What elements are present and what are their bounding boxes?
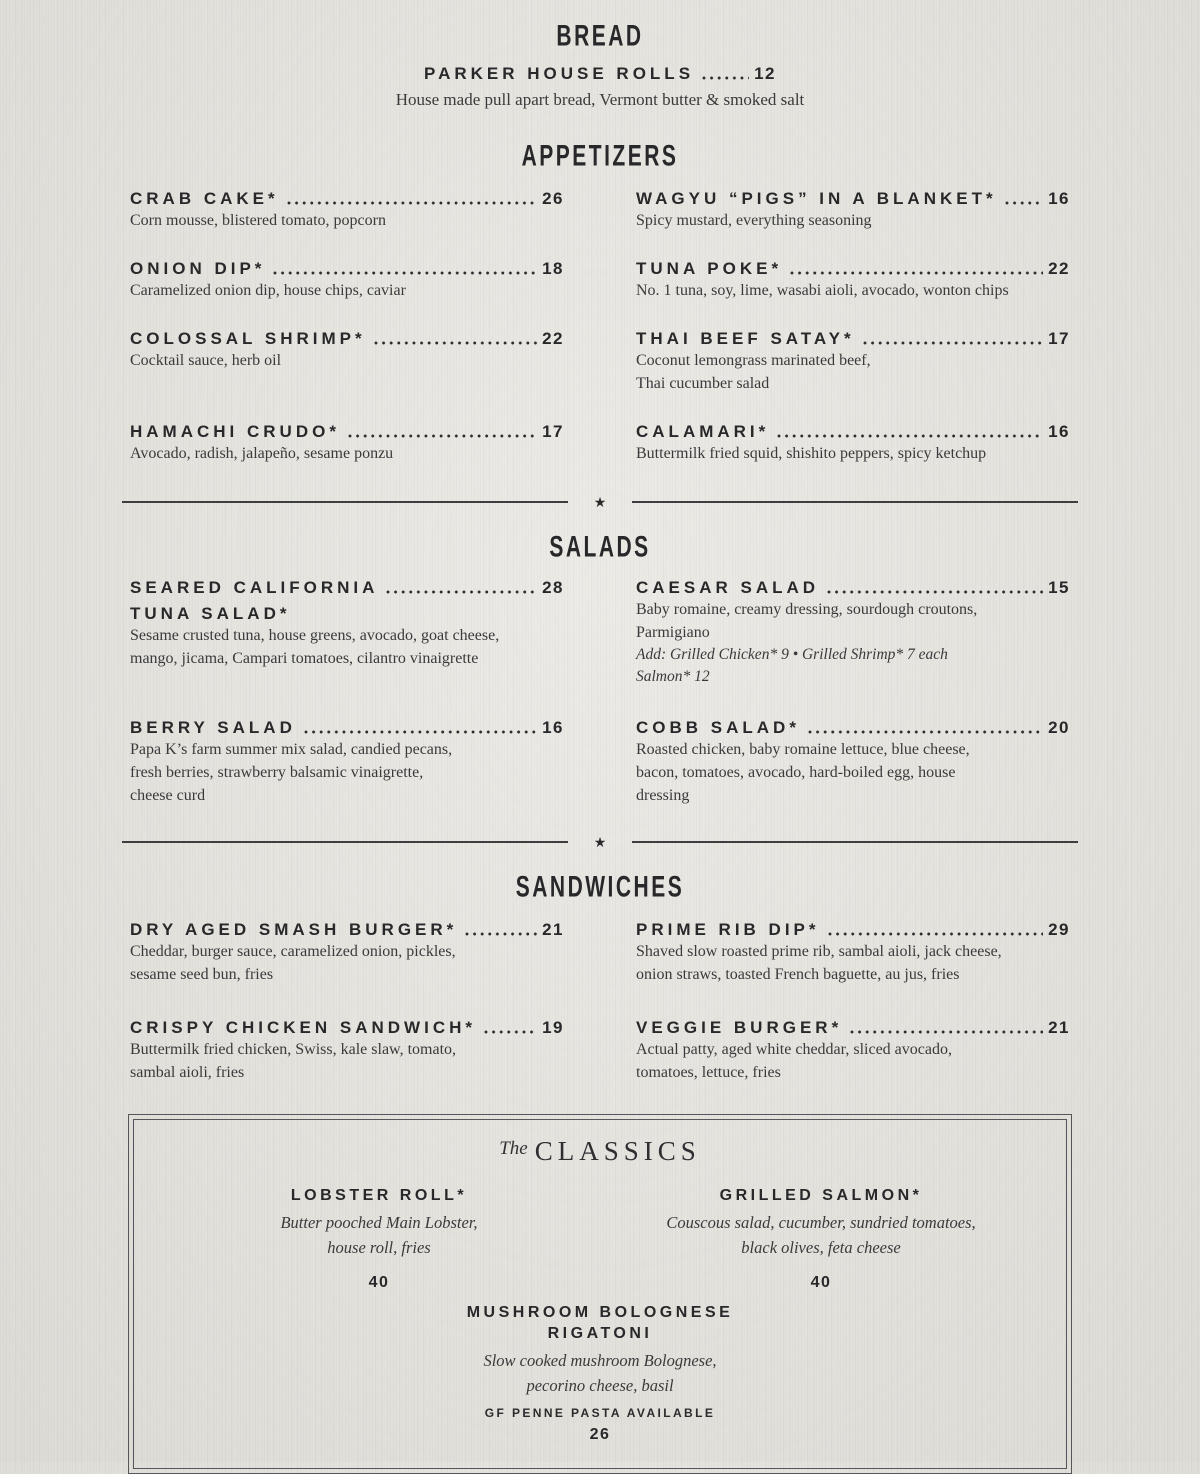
item-description: Avocado, radish, jalapeño, sesame ponzu: [130, 445, 394, 462]
menu-item-wagyu-pigs-in-a-blanket: [636, 189, 1070, 232]
item-description: mango, jicama, Campari tomatoes, cilantro vinaigrette: [130, 650, 479, 667]
item-description: Baby romaine, creamy dressing, sourdough croutons,: [636, 601, 978, 618]
item-description: Roasted chicken, baby romaine lettuce, blue cheese,: [636, 741, 970, 758]
item-title-row: [130, 1018, 564, 1038]
item-description: Thai cucumber salad: [636, 375, 770, 392]
menu-item-caesar-salad: [636, 578, 1070, 688]
item-name: LOBSTER ROLL*: [290, 1187, 468, 1204]
item-price: 15: [1048, 578, 1070, 597]
item-name: CAESAR SALAD: [636, 578, 820, 597]
sandwiches-grid: [130, 920, 1070, 1084]
item-price: 26: [589, 1426, 611, 1443]
item-description: pecorino cheese, basil: [526, 1376, 674, 1395]
menu-item-lobster-roll: [158, 1185, 600, 1292]
menu-item-berry-salad: [130, 718, 564, 807]
star-icon: ★: [593, 494, 607, 510]
item-name: DRY AGED SMASH BURGER*: [130, 920, 458, 939]
section-divider: [122, 495, 1078, 509]
dot-leader: [849, 1029, 1043, 1035]
item-description: Spicy mustard, everything seasoning: [636, 212, 872, 229]
item-price: 22: [542, 329, 564, 348]
menu-item-grilled-salmon: [600, 1185, 1042, 1292]
item-addon: Salmon* 12: [636, 668, 710, 685]
item-name: MUSHROOM BOLOGNESE: [466, 1304, 734, 1321]
item-name: COLOSSAL SHRIMP*: [130, 329, 366, 348]
item-description: dressing: [636, 787, 690, 804]
item-description: Butter pooched Main Lobster,: [280, 1213, 478, 1232]
item-name: COBB SALAD*: [636, 718, 800, 737]
dot-leader: [464, 931, 537, 937]
menu-item-crab-cake: [130, 189, 564, 232]
item-description: Coconut lemongrass marinated beef,: [636, 352, 871, 369]
item-name: BERRY SALAD: [130, 718, 296, 737]
item-description: Cheddar, burger sauce, caramelized onion, pickles,: [130, 943, 456, 960]
item-price: 12: [754, 64, 776, 83]
item-name: PRIME RIB DIP*: [636, 920, 820, 939]
salads-grid: [130, 578, 1070, 807]
item-title-row: [130, 422, 564, 442]
item-description: Caramelized onion dip, house chips, caviar: [130, 282, 406, 299]
classics-heading-the: The: [499, 1138, 528, 1159]
item-title-row: [636, 329, 1070, 349]
item-description: Shaved slow roasted prime rib, sambal aioli, jack cheese,: [636, 943, 1002, 960]
divider-line: [632, 501, 1078, 503]
item-description: cheese curd: [130, 787, 206, 804]
item-price: 19: [542, 1018, 564, 1037]
classics-box-inner: [133, 1119, 1067, 1469]
classics-box: [128, 1114, 1072, 1474]
divider-line: [122, 501, 568, 503]
divider-line: [122, 841, 568, 843]
menu-item-calamari: [636, 422, 1070, 465]
item-price: 21: [1048, 1018, 1070, 1037]
menu-item-seared-california-tuna-salad: [130, 578, 564, 688]
section-heading-bread: BREAD: [556, 20, 644, 53]
star-icon: ★: [593, 834, 607, 850]
item-price: 16: [1048, 189, 1070, 208]
section-heading-sandwiches: SANDWICHES: [515, 871, 685, 904]
item-title-row: [636, 718, 1070, 738]
classics-grid: [158, 1185, 1042, 1292]
item-title-row: [130, 578, 564, 598]
item-description: No. 1 tuna, soy, lime, wasabi aioli, avocado, wonton chips: [636, 282, 1009, 299]
menu-item-cobb-salad: [636, 718, 1070, 807]
item-price: 17: [1048, 329, 1070, 348]
item-name: HAMACHI CRUDO*: [130, 422, 340, 441]
dot-leader: [776, 433, 1043, 439]
dot-leader: [826, 589, 1043, 595]
menu-item-dry-aged-smash-burger: [130, 920, 564, 986]
item-description: Actual patty, aged white cheddar, sliced avocado,: [636, 1041, 952, 1058]
item-description: sesame seed bun, fries: [130, 966, 274, 983]
item-description: black olives, feta cheese: [741, 1238, 901, 1257]
menu-item-prime-rib-dip: [636, 920, 1070, 986]
dot-leader: [789, 270, 1043, 276]
item-price: 29: [1048, 920, 1070, 939]
item-name: SEARED CALIFORNIA: [130, 578, 379, 597]
item-description: fresh berries, strawberry balsamic vinaigrette,: [130, 764, 424, 781]
dot-leader: [272, 270, 537, 276]
item-name: ONION DIP*: [130, 259, 266, 278]
item-description: tomatoes, lettuce, fries: [636, 1064, 781, 1081]
item-description: Parmigiano: [636, 624, 710, 641]
item-description: Couscous salad, cucumber, sundried tomatoes,: [666, 1213, 976, 1232]
item-name-line2: RIGATONI: [547, 1325, 653, 1342]
item-title-row: [130, 329, 564, 349]
item-description: Cocktail sauce, herb oil: [130, 352, 282, 369]
dot-leader: [303, 729, 537, 735]
item-addon: Add: Grilled Chicken* 9 • Grilled Shrimp* 7 each: [636, 646, 948, 663]
section-heading-appetizers: APPETIZERS: [521, 140, 679, 173]
menu-item-tuna-poke: [636, 259, 1070, 302]
item-description: sambal aioli, fries: [130, 1064, 245, 1081]
item-title-row: [130, 718, 564, 738]
menu-item-parker-house-rolls: [424, 64, 776, 84]
item-name: VEGGIE BURGER*: [636, 1018, 843, 1037]
item-name: CALAMARI*: [636, 422, 770, 441]
item-description: bacon, tomatoes, avocado, hard-boiled egg, house: [636, 764, 956, 781]
divider-line: [632, 841, 1078, 843]
item-name: CRISPY CHICKEN SANDWICH*: [130, 1018, 476, 1037]
item-description: Papa K’s farm summer mix salad, candied pecans,: [130, 741, 453, 758]
dot-leader: [483, 1029, 537, 1035]
item-price: 40: [368, 1274, 390, 1291]
dot-leader: [862, 340, 1043, 346]
dot-leader: [286, 200, 537, 206]
item-description: Buttermilk fried squid, shishito peppers, spicy ketchup: [636, 445, 987, 462]
item-price: 21: [542, 920, 564, 939]
menu-item-colossal-shrimp: [130, 329, 564, 395]
item-title-row: [636, 578, 1070, 598]
item-name-line2: TUNA SALAD*: [130, 604, 291, 623]
menu-item-mushroom-bolognese-rigatoni: [158, 1302, 1042, 1444]
item-title-row: [636, 259, 1070, 279]
item-price: 40: [810, 1274, 832, 1291]
item-title-row: [130, 920, 564, 940]
item-title-row: [636, 422, 1070, 442]
item-price: 16: [542, 718, 564, 737]
item-description: Slow cooked mushroom Bolognese,: [483, 1351, 717, 1370]
item-price: 22: [1048, 259, 1070, 278]
item-description: house roll, fries: [327, 1238, 431, 1257]
item-description: Buttermilk fried chicken, Swiss, kale slaw, tomato,: [130, 1041, 457, 1058]
dot-leader: [385, 589, 537, 595]
item-name: CRAB CAKE*: [130, 189, 279, 208]
section-divider: [122, 835, 1078, 849]
item-price: 26: [542, 189, 564, 208]
item-price: 16: [1048, 422, 1070, 441]
item-description: House made pull apart bread, Vermont butter & smoked salt: [395, 90, 805, 109]
item-title-row: [130, 259, 564, 279]
dot-leader: [807, 729, 1043, 735]
item-name: GRILLED SALMON*: [719, 1187, 923, 1204]
dot-leader: [347, 433, 537, 439]
dot-leader: [1004, 200, 1043, 206]
item-description: Sesame crusted tuna, house greens, avocado, goat cheese,: [130, 627, 500, 644]
item-description: Corn mousse, blistered tomato, popcorn: [130, 212, 386, 229]
item-name: PARKER HOUSE ROLLS: [424, 64, 695, 83]
menu-item-veggie-burger: [636, 1018, 1070, 1084]
item-name: WAGYU “PIGS” IN A BLANKET*: [636, 189, 997, 208]
item-title-row: [636, 1018, 1070, 1038]
section-heading-salads: SALADS: [549, 531, 651, 564]
item-price: 28: [542, 578, 564, 597]
item-name: THAI BEEF SATAY*: [636, 329, 855, 348]
menu-item-crispy-chicken-sandwich: [130, 1018, 564, 1084]
classics-heading: [158, 1136, 1042, 1167]
menu-item-onion-dip: [130, 259, 564, 302]
item-description: onion straws, toasted French baguette, au jus, fries: [636, 966, 960, 983]
classics-heading-main: CLASSICS: [534, 1136, 701, 1166]
item-title-row: [636, 189, 1070, 209]
gluten-free-note: GF PENNE PASTA AVAILABLE: [484, 1406, 716, 1420]
menu-item-hamachi-crudo: [130, 422, 564, 465]
item-price: 17: [542, 422, 564, 441]
menu-item-thai-beef-satay: [636, 329, 1070, 395]
dot-leader: [827, 931, 1044, 937]
item-title-row: [130, 189, 564, 209]
item-price: 20: [1048, 718, 1070, 737]
dot-leader: [701, 75, 749, 81]
item-name: TUNA POKE*: [636, 259, 783, 278]
item-title-row: [636, 920, 1070, 940]
item-price: 18: [542, 259, 564, 278]
dot-leader: [373, 340, 537, 346]
appetizers-grid: [130, 189, 1070, 465]
